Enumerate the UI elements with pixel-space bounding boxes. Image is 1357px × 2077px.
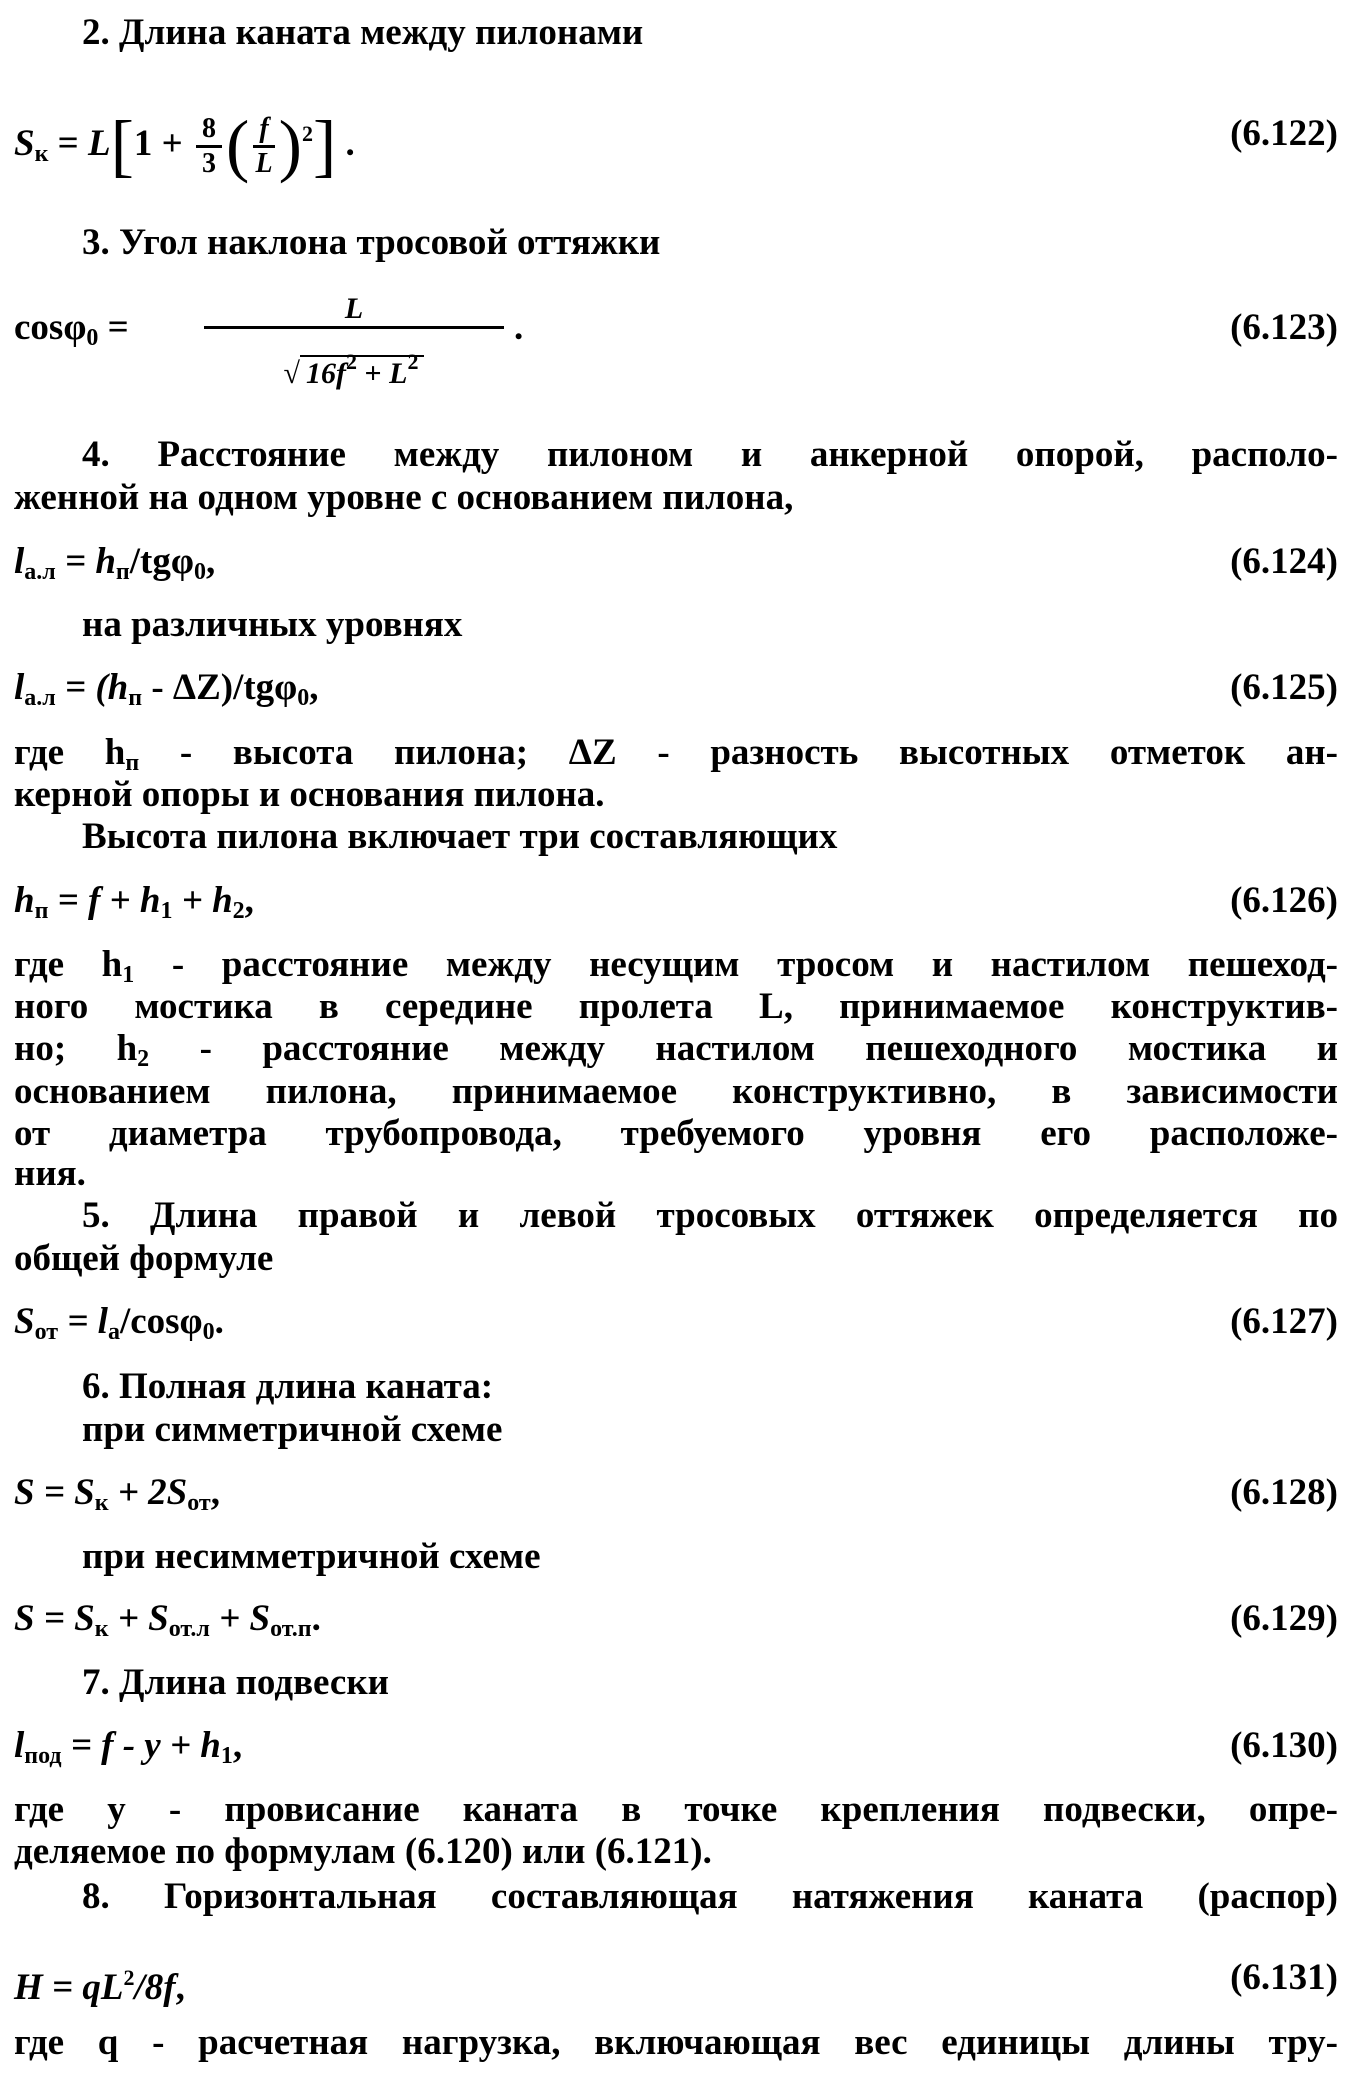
text-line: основанием пилона, принимаемое конструктивно, в зависимости (14, 1071, 1338, 1112)
equation-6-128: $S = S_к + 2S_{от}$, (6.128) (14, 1469, 1338, 1529)
equation-6-126: $h_п = f + h_1 + h_2$, (6.126) (14, 877, 1338, 937)
equation-number: (6.130) (1230, 1725, 1338, 1766)
text-line: но; $h_2$ - расстояние между настилом пешеходного мостика и (14, 1028, 1338, 1072)
text-line: от диаметра трубопровода, требуемого уровня его расположе- (14, 1113, 1338, 1154)
paragraph-6-line: 6. Полная длина каната: (82, 1366, 494, 1407)
text-line: где $h_1$ - расстояние между несущим тросом и настилом пешеход- (14, 944, 1338, 988)
paragraph-5-line: общей формуле (14, 1238, 274, 1279)
equation-6-129: $S = S_к + S_{от.л} + S_{от.п}$. (6.129) (14, 1595, 1338, 1655)
text-line: керной опоры и основания пилона. (14, 774, 605, 815)
formula-lhs: cosφ$_0$ = (14, 307, 129, 351)
equation-number: (6.125) (1230, 667, 1338, 708)
equation-6-130: $l_{под} = f - y + h_1$, (6.130) (14, 1722, 1338, 1782)
equation-6-125: $l_{а.л} = (h_п - \Delta Z)/tg\varphi_0$, (6.125) (14, 664, 1338, 724)
paragraph-7-heading: 7. Длина подвески (82, 1662, 389, 1703)
text-line: при несимметричной схеме (82, 1536, 541, 1577)
paragraph-8-heading: 8. Горизонтальная составляющая натяжения каната (распор) (82, 1876, 1338, 1917)
denominator: √ $16f^2 + L^2$ (204, 342, 504, 394)
equation-6-131: $H = qL^2/8f$, (6.131) (14, 1954, 1338, 2014)
text-line: Высота пилона включает три составляющих (82, 816, 838, 857)
text-line: где y - провисание каната в точке крепления подвески, опре- (14, 1789, 1338, 1830)
text-line: на различных уровнях (82, 604, 463, 645)
equation-6-122 (14, 107, 1338, 185)
text-line: где q - расчетная нагрузка, включающая вес единицы длины тру- (14, 2022, 1338, 2063)
equation-number: (6.131) (1230, 1957, 1338, 1998)
equation-number: (6.124) (1230, 541, 1338, 582)
equation-number: (6.128) (1230, 1472, 1338, 1513)
equation-6-124: $l_{а.л} = h_п/tg\varphi_0$, (6.124) (14, 538, 1338, 598)
equation-number: (6.126) (1230, 880, 1338, 921)
section-3-heading: 3. Угол наклона тросовой оттяжки (82, 222, 661, 263)
section-2-heading: 2. Длина каната между пилонами (82, 12, 644, 53)
text-line: ния. (14, 1153, 86, 1194)
formula: $S_к = L[1$ + $\frac{8}{3}$ ( $\frac{f}{L}$ )$^2$] . (14, 107, 355, 185)
equation-number: (6.123) (1230, 307, 1338, 348)
equation-6-123 (14, 292, 1338, 402)
equation-number: (6.127) (1230, 1301, 1338, 1342)
paragraph-4-line: женной на одном уровне с основанием пилона, (14, 477, 794, 518)
paragraph-4-line: 4. Расстояние между пилоном и анкерной опорой, располо- (82, 434, 1338, 475)
numerator: L (204, 292, 504, 329)
period: . (514, 307, 524, 348)
text-line: ного мостика в середине пролета L, принимаемое конструктив- (14, 986, 1338, 1027)
equation-number: (6.122) (1230, 113, 1338, 154)
text-line: деляемое по формулам (6.120) или (6.121). (14, 1831, 712, 1872)
equation-number: (6.129) (1230, 1598, 1338, 1639)
text-line: где $h_п$ - высота пилона; ΔZ - разность высотных отметок ан- (14, 732, 1338, 776)
equation-6-127: $S_{от} = l_а/\cos\varphi_0$. (6.127) (14, 1298, 1338, 1358)
paragraph-6-line: при симметричной схеме (82, 1409, 503, 1450)
paragraph-5-line: 5. Длина правой и левой тросовых оттяжек определяется по (82, 1195, 1338, 1236)
